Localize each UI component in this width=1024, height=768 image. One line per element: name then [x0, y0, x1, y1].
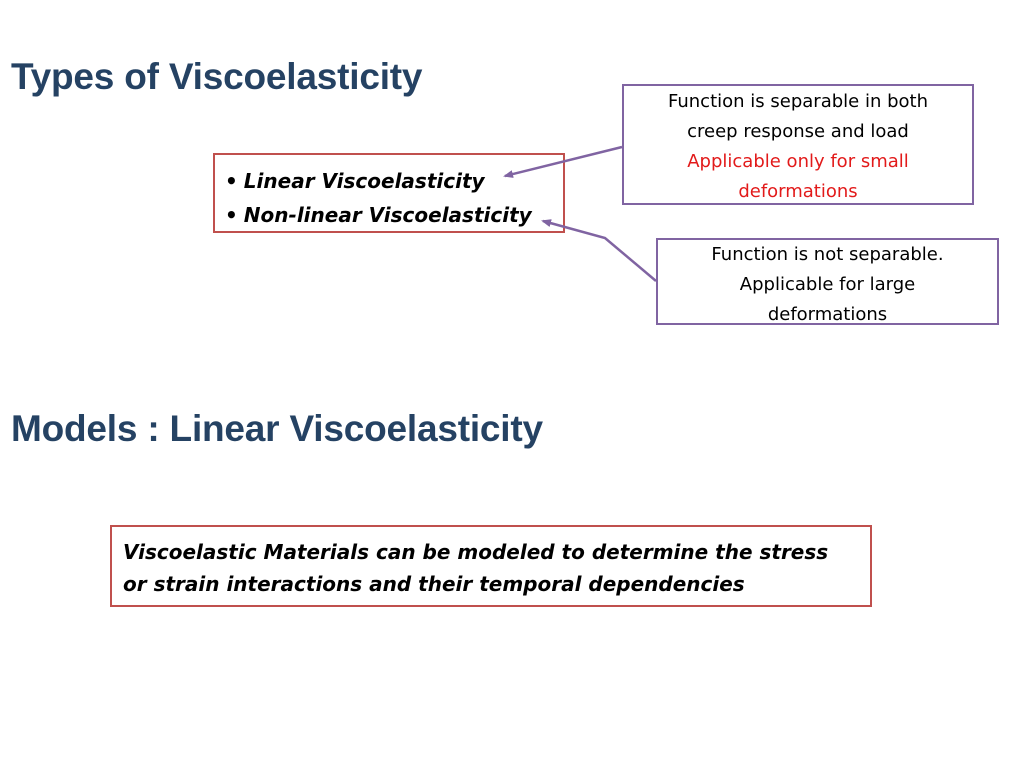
callout-text: creep response and load — [687, 121, 909, 142]
callout-text: deformations — [767, 304, 888, 325]
callout-linear — [622, 84, 974, 205]
list-item-label: Non-linear Viscoelasticity — [243, 203, 532, 227]
callout-nonlinear — [656, 238, 999, 325]
types-list-box — [213, 153, 565, 233]
bullet-icon: • — [225, 169, 238, 193]
callout-text: Function is not separable. — [711, 244, 944, 265]
description-line: Viscoelastic Materials can be modeled to determine the stress — [123, 540, 829, 564]
callout-highlight: deformations — [738, 181, 858, 202]
callout-highlight: Applicable only for small — [687, 151, 909, 172]
types-list — [225, 164, 555, 232]
section-title-types: Types of Viscoelasticity — [11, 56, 423, 97]
list-item-nonlinear — [225, 198, 555, 232]
callout-text: Applicable for large — [739, 274, 916, 295]
description-line: or strain interactions and their temporal dependencies — [123, 572, 745, 596]
models-description-box — [110, 525, 872, 607]
callout-text: Function is separable in both — [668, 91, 928, 112]
section-title-models: Models : Linear Viscoelasticity — [11, 408, 543, 449]
list-item-linear — [225, 164, 555, 198]
bullet-icon: • — [225, 203, 238, 227]
list-item-label: Linear Viscoelasticity — [243, 169, 485, 193]
